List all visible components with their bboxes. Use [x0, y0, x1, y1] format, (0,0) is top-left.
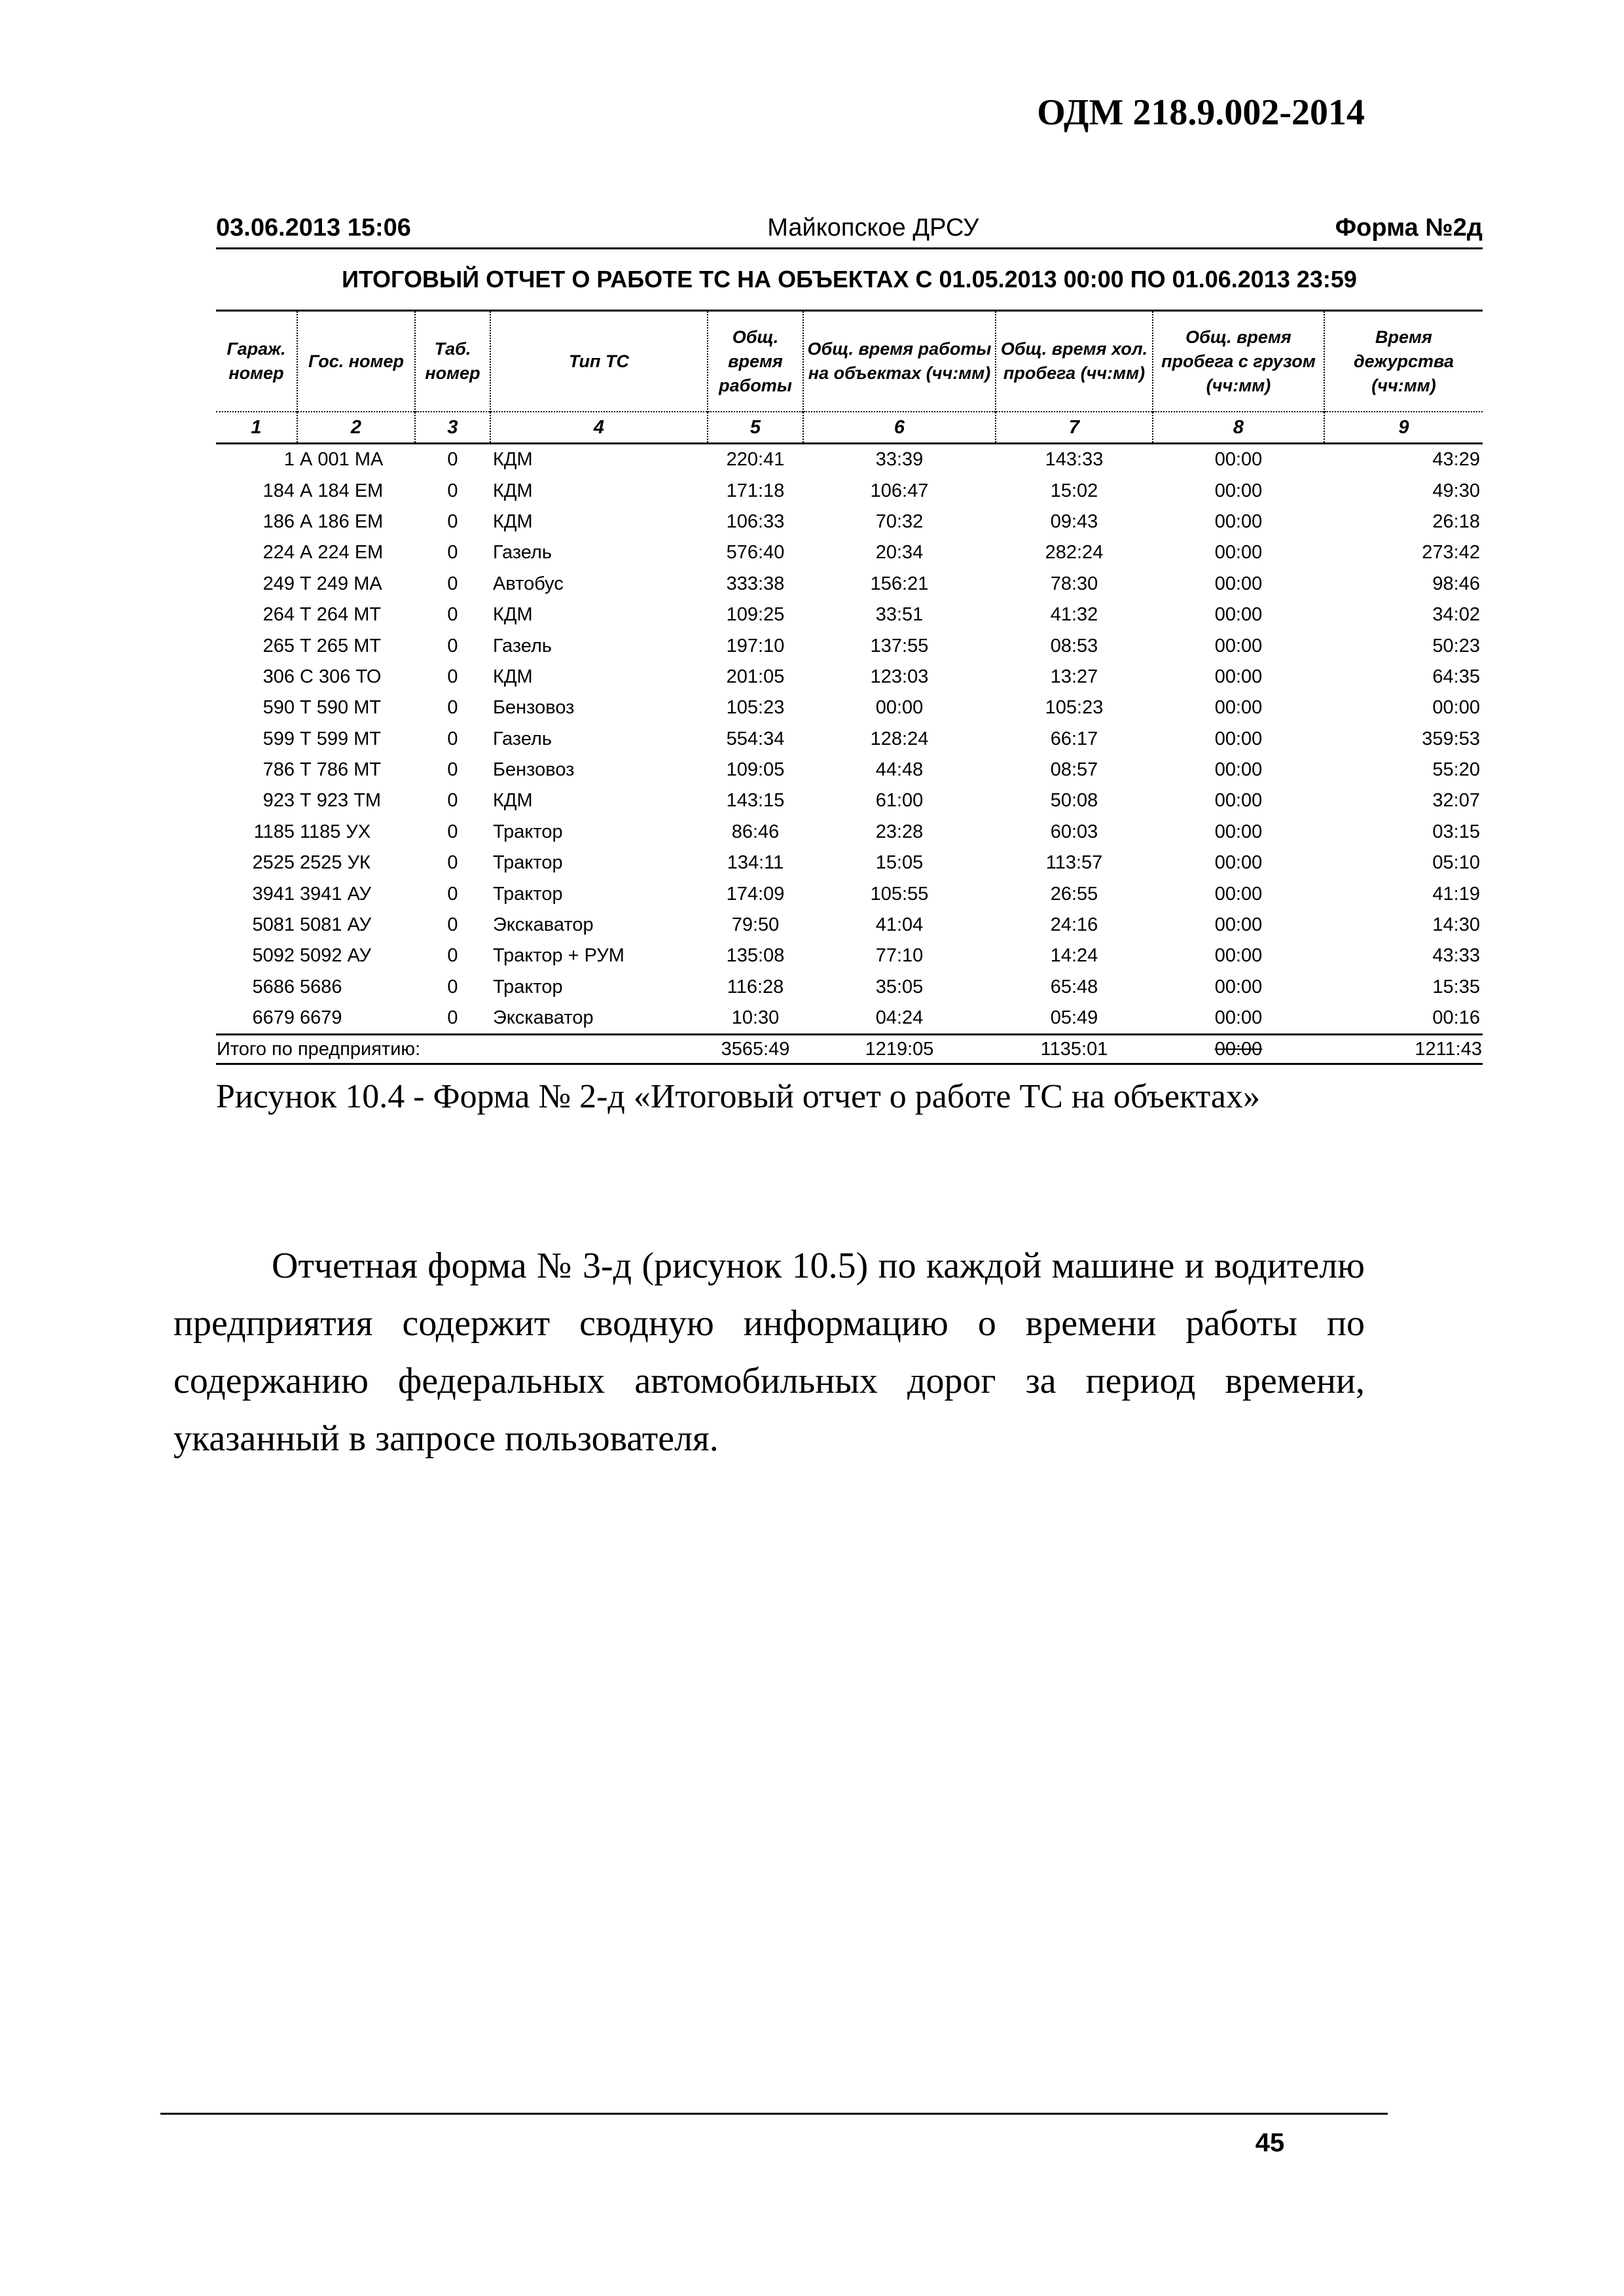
cargo-time-cell: 00:00: [1214, 449, 1263, 471]
tab-number-cell: 0: [447, 697, 458, 719]
tab-number-cell: 0: [447, 542, 458, 564]
total-row: [216, 1035, 1483, 1064]
cargo-time-cell: 00:00: [1214, 945, 1263, 967]
plate-number-cell: 5081 АУ: [300, 914, 372, 936]
cargo-time-cell: 00:00: [1214, 821, 1263, 842]
duty-time-cell: 05:10: [1432, 852, 1480, 874]
tab-number-cell: 0: [447, 635, 458, 656]
table-row: [216, 972, 1483, 1003]
idle-time-cell: 24:16: [1050, 914, 1098, 936]
tab-number-cell: 0: [447, 1007, 458, 1029]
column-number: 6: [803, 412, 996, 444]
document-code: ОДМ 218.9.002-2014: [1037, 92, 1365, 133]
figure-caption: Рисунок 10.4 - Форма № 2-д «Итоговый отчет о работе ТС на объектах»: [216, 1078, 1260, 1115]
tab-number-cell: 0: [447, 914, 458, 936]
idle-time-cell: 282:24: [1045, 542, 1104, 564]
tab-number-cell: 0: [447, 666, 458, 687]
table-row: [216, 817, 1483, 848]
work-time-cell: 109:25: [726, 604, 785, 626]
cargo-time-cell: 00:00: [1214, 480, 1263, 501]
vehicle-type-cell: Бензовоз: [493, 759, 575, 781]
work-time-cell: 220:41: [726, 449, 785, 471]
objects-time-cell: 35:05: [875, 976, 924, 997]
cargo-time-cell: 00:00: [1214, 976, 1263, 997]
vehicle-type-cell: Газель: [493, 542, 552, 564]
report-rows: [216, 444, 1483, 1035]
work-time-cell: 105:23: [726, 697, 785, 719]
table-row: [216, 724, 1483, 755]
work-time-cell: 197:10: [726, 635, 785, 656]
idle-time-cell: 105:23: [1045, 697, 1104, 719]
column-header: Таб. номер: [415, 312, 490, 412]
work-time-cell: 109:05: [726, 759, 785, 781]
duty-time-cell: 64:35: [1432, 666, 1480, 687]
tab-number-cell: 0: [447, 790, 458, 812]
objects-time-cell: 156:21: [870, 573, 929, 594]
garage-number-cell: 3941: [252, 883, 295, 905]
work-time-cell: 106:33: [726, 511, 785, 532]
vehicle-type-cell: Газель: [493, 635, 552, 656]
duty-time-cell: 32:07: [1432, 790, 1480, 812]
tab-number-cell: 0: [447, 480, 458, 501]
cargo-time-cell: 00:00: [1214, 511, 1263, 532]
garage-number-cell: 590: [262, 697, 295, 719]
duty-time-cell: 98:46: [1432, 573, 1480, 594]
report-figure: [216, 196, 1483, 1065]
garage-number-cell: 5092: [252, 945, 295, 967]
plate-number-cell: Т 264 МТ: [300, 604, 382, 626]
vehicle-type-cell: Бензовоз: [493, 697, 575, 719]
objects-time-cell: 105:55: [870, 883, 929, 905]
duty-time-cell: 00:00: [1432, 697, 1480, 719]
plate-number-cell: Т 249 МА: [300, 573, 382, 594]
idle-time-cell: 78:30: [1050, 573, 1098, 594]
idle-time-cell: 26:55: [1050, 883, 1098, 905]
cargo-time-cell: 00:00: [1214, 1007, 1263, 1029]
table-row: [216, 1003, 1483, 1035]
garage-number-cell: 306: [262, 666, 295, 687]
garage-number-cell: 5686: [252, 976, 295, 997]
cargo-time-cell: 00:00: [1214, 635, 1263, 656]
plate-number-cell: А 224 ЕМ: [300, 542, 384, 564]
duty-time-cell: 43:33: [1432, 945, 1480, 967]
table-row: [216, 475, 1483, 506]
cargo-time-cell: 00:00: [1214, 542, 1263, 564]
cargo-time-cell: 00:00: [1214, 697, 1263, 719]
idle-time-cell: 41:32: [1050, 604, 1098, 626]
vehicle-type-cell: Трактор: [493, 976, 563, 997]
total-objects-time: 1219:05: [803, 1035, 996, 1064]
tab-number-cell: 0: [447, 449, 458, 471]
objects-time-cell: 123:03: [870, 666, 929, 687]
work-time-cell: 116:28: [727, 976, 784, 997]
plate-number-cell: 6679: [300, 1007, 342, 1029]
column-number: 4: [490, 412, 708, 444]
plate-number-cell: 3941 АУ: [300, 883, 372, 905]
duty-time-cell: 41:19: [1432, 883, 1480, 905]
objects-time-cell: 106:47: [870, 480, 929, 501]
tab-number-cell: 0: [447, 573, 458, 594]
cargo-time-cell: 00:00: [1214, 790, 1263, 812]
table-row: [216, 910, 1483, 941]
plate-number-cell: Т 786 МТ: [300, 759, 382, 781]
objects-time-cell: 00:00: [875, 697, 924, 719]
cargo-time-cell: 00:00: [1214, 914, 1263, 936]
table-row: [216, 755, 1483, 785]
garage-number-cell: 1: [283, 449, 295, 471]
objects-time-cell: 20:34: [875, 542, 924, 564]
duty-time-cell: 49:30: [1432, 480, 1480, 501]
work-time-cell: 174:09: [726, 883, 785, 905]
objects-time-cell: 137:55: [870, 635, 929, 656]
cargo-time-cell: 00:00: [1214, 883, 1263, 905]
column-header: Тип ТС: [490, 312, 708, 412]
table-row: [216, 878, 1483, 909]
body-paragraph: Отчетная форма № 3-д (рисунок 10.5) по каждой машине и водителю предприятия содержит сводную информацию о времени работы по содержанию федеральных автомобильных дорог за период времени, указанный в запросе пользователя.: [173, 1246, 1365, 1459]
objects-time-cell: 44:48: [875, 759, 924, 781]
garage-number-cell: 923: [262, 790, 295, 812]
garage-number-cell: 1185: [253, 821, 295, 842]
idle-time-cell: 113:57: [1045, 852, 1103, 874]
column-header: Общ. время пробега с грузом (чч:мм): [1153, 312, 1324, 412]
duty-time-cell: 15:35: [1432, 976, 1480, 997]
column-number-row: [216, 412, 1483, 444]
tab-number-cell: 0: [447, 821, 458, 842]
duty-time-cell: 50:23: [1432, 635, 1480, 656]
idle-time-cell: 65:48: [1050, 976, 1098, 997]
work-time-cell: 10:30: [731, 1007, 780, 1029]
duty-time-cell: 43:29: [1432, 449, 1480, 471]
duty-time-cell: 26:18: [1432, 511, 1480, 532]
garage-number-cell: 184: [262, 480, 295, 501]
plate-number-cell: 2525 УК: [300, 852, 370, 874]
work-time-cell: 135:08: [726, 945, 785, 967]
vehicle-type-cell: КДМ: [493, 511, 533, 532]
column-number: 7: [996, 412, 1153, 444]
garage-number-cell: 186: [262, 511, 295, 532]
plate-number-cell: А 186 ЕМ: [300, 511, 384, 532]
work-time-cell: 134:11: [727, 852, 784, 874]
objects-time-cell: 23:28: [875, 821, 924, 842]
table-row: [216, 600, 1483, 630]
work-time-cell: 79:50: [731, 914, 780, 936]
plate-number-cell: 5092 АУ: [300, 945, 372, 967]
report-title: ИТОГОВЫЙ ОТЧЕТ О РАБОТЕ ТС НА ОБЪЕКТАХ С 01.05.2013 00:00 ПО 01.06.2013 23:59: [216, 249, 1483, 312]
vehicle-type-cell: Трактор: [493, 883, 563, 905]
garage-number-cell: 786: [262, 759, 295, 781]
vehicle-type-cell: Трактор: [493, 821, 563, 842]
tab-number-cell: 0: [447, 511, 458, 532]
work-time-cell: 554:34: [726, 728, 785, 749]
column-header: Гос. номер: [297, 312, 415, 412]
cargo-time-cell: 00:00: [1214, 604, 1263, 626]
duty-time-cell: 273:42: [1422, 542, 1480, 564]
column-number: 1: [216, 412, 297, 444]
report-datetime: 03.06.2013 15:06: [216, 214, 411, 242]
vehicle-type-cell: Экскаватор: [493, 914, 594, 936]
total-idle-time: 1135:01: [996, 1035, 1153, 1064]
column-number: 8: [1153, 412, 1324, 444]
idle-time-cell: 05:49: [1050, 1007, 1098, 1029]
plate-number-cell: С 306 ТО: [300, 666, 382, 687]
objects-time-cell: 61:00: [875, 790, 924, 812]
garage-number-cell: 265: [262, 635, 295, 656]
garage-number-cell: 264: [262, 604, 295, 626]
total-work-time: 3565:49: [708, 1035, 803, 1064]
plate-number-cell: 1185 УХ: [300, 821, 371, 842]
plate-number-cell: А 184 ЕМ: [300, 480, 384, 501]
report-form-number: Форма №2д: [1335, 214, 1483, 242]
tab-number-cell: 0: [447, 759, 458, 781]
table-row: [216, 848, 1483, 878]
vehicle-type-cell: Трактор + РУМ: [493, 945, 624, 967]
objects-time-cell: 41:04: [875, 914, 924, 936]
cargo-time-cell: 00:00: [1214, 666, 1263, 687]
total-label: Итого по предприятию:: [216, 1035, 708, 1064]
tab-number-cell: 0: [447, 883, 458, 905]
table-row: [216, 630, 1483, 661]
vehicle-type-cell: КДМ: [493, 790, 533, 812]
idle-time-cell: 143:33: [1045, 449, 1104, 471]
idle-time-cell: 60:03: [1050, 821, 1098, 842]
idle-time-cell: 50:08: [1050, 790, 1098, 812]
tab-number-cell: 0: [447, 852, 458, 874]
work-time-cell: 171:18: [726, 480, 785, 501]
cargo-time-cell: 00:00: [1214, 759, 1263, 781]
table-row: [216, 662, 1483, 692]
cargo-time-cell: 00:00: [1214, 728, 1263, 749]
tab-number-cell: 0: [447, 945, 458, 967]
objects-time-cell: 15:05: [875, 852, 924, 874]
duty-time-cell: 14:30: [1432, 914, 1480, 936]
idle-time-cell: 14:24: [1050, 945, 1098, 967]
work-time-cell: 576:40: [726, 542, 785, 564]
plate-number-cell: 5686: [300, 976, 342, 997]
work-time-cell: 143:15: [726, 790, 785, 812]
objects-time-cell: 33:39: [875, 449, 924, 471]
duty-time-cell: 00:16: [1432, 1007, 1480, 1029]
objects-time-cell: 04:24: [875, 1007, 924, 1029]
vehicle-type-cell: КДМ: [493, 666, 533, 687]
column-number: 9: [1324, 412, 1483, 444]
vehicle-type-cell: Автобус: [493, 573, 564, 594]
table-row: [216, 569, 1483, 600]
objects-time-cell: 77:10: [875, 945, 924, 967]
table-row: [216, 692, 1483, 723]
objects-time-cell: 70:32: [875, 511, 924, 532]
garage-number-cell: 6679: [252, 1007, 295, 1029]
total-duty-time: 1211:43: [1324, 1035, 1483, 1064]
idle-time-cell: 08:53: [1050, 635, 1098, 656]
table-row: [216, 444, 1483, 476]
plate-number-cell: А 001 МА: [300, 449, 384, 471]
report-header: [216, 196, 1483, 249]
page-number: 45: [1255, 2128, 1285, 2157]
work-time-cell: 333:38: [726, 573, 785, 594]
cargo-time-cell: 00:00: [1214, 852, 1263, 874]
vehicle-type-cell: Трактор: [493, 852, 563, 874]
duty-time-cell: 359:53: [1422, 728, 1480, 749]
idle-time-cell: 09:43: [1050, 511, 1098, 532]
garage-number-cell: 224: [262, 542, 295, 564]
total-cargo-time: 00:00: [1153, 1035, 1324, 1064]
table-row: [216, 507, 1483, 537]
footer-divider: [160, 2113, 1388, 2115]
work-time-cell: 201:05: [726, 666, 785, 687]
vehicle-type-cell: КДМ: [493, 604, 533, 626]
plate-number-cell: Т 599 МТ: [300, 728, 382, 749]
column-header: Общ. время работы: [708, 312, 803, 412]
column-header: Общ. время работы на объектах (чч:мм): [803, 312, 996, 412]
table-header-row: [216, 312, 1483, 412]
tab-number-cell: 0: [447, 604, 458, 626]
vehicle-type-cell: Экскаватор: [493, 1007, 594, 1029]
tab-number-cell: 0: [447, 728, 458, 749]
garage-number-cell: 599: [262, 728, 295, 749]
plate-number-cell: Т 923 ТМ: [300, 790, 382, 812]
report-table: [216, 312, 1483, 1065]
duty-time-cell: 55:20: [1432, 759, 1480, 781]
idle-time-cell: 66:17: [1050, 728, 1098, 749]
idle-time-cell: 08:57: [1050, 759, 1098, 781]
garage-number-cell: 2525: [252, 852, 295, 874]
column-number: 5: [708, 412, 803, 444]
duty-time-cell: 34:02: [1432, 604, 1480, 626]
plate-number-cell: Т 590 МТ: [300, 697, 382, 719]
plate-number-cell: Т 265 МТ: [300, 635, 382, 656]
column-header: Время дежурства (чч:мм): [1324, 312, 1483, 412]
vehicle-type-cell: КДМ: [493, 449, 533, 471]
work-time-cell: 86:46: [731, 821, 780, 842]
table-row: [216, 941, 1483, 971]
objects-time-cell: 33:51: [875, 604, 924, 626]
idle-time-cell: 13:27: [1050, 666, 1098, 687]
column-number: 3: [415, 412, 490, 444]
objects-time-cell: 128:24: [870, 728, 929, 749]
cargo-time-cell: 00:00: [1214, 573, 1263, 594]
vehicle-type-cell: КДМ: [493, 480, 533, 501]
column-header: Общ. время хол. пробега (чч:мм): [996, 312, 1153, 412]
vehicle-type-cell: Газель: [493, 728, 552, 749]
table-row: [216, 537, 1483, 568]
report-organization: Майкопское ДРСУ: [767, 214, 979, 242]
tab-number-cell: 0: [447, 976, 458, 997]
duty-time-cell: 03:15: [1432, 821, 1480, 842]
column-header: Гараж. номер: [226, 339, 286, 383]
garage-number-cell: 249: [262, 573, 295, 594]
idle-time-cell: 15:02: [1050, 480, 1098, 501]
column-number: 2: [297, 412, 415, 444]
table-row: [216, 785, 1483, 816]
garage-number-cell: 5081: [252, 914, 295, 936]
